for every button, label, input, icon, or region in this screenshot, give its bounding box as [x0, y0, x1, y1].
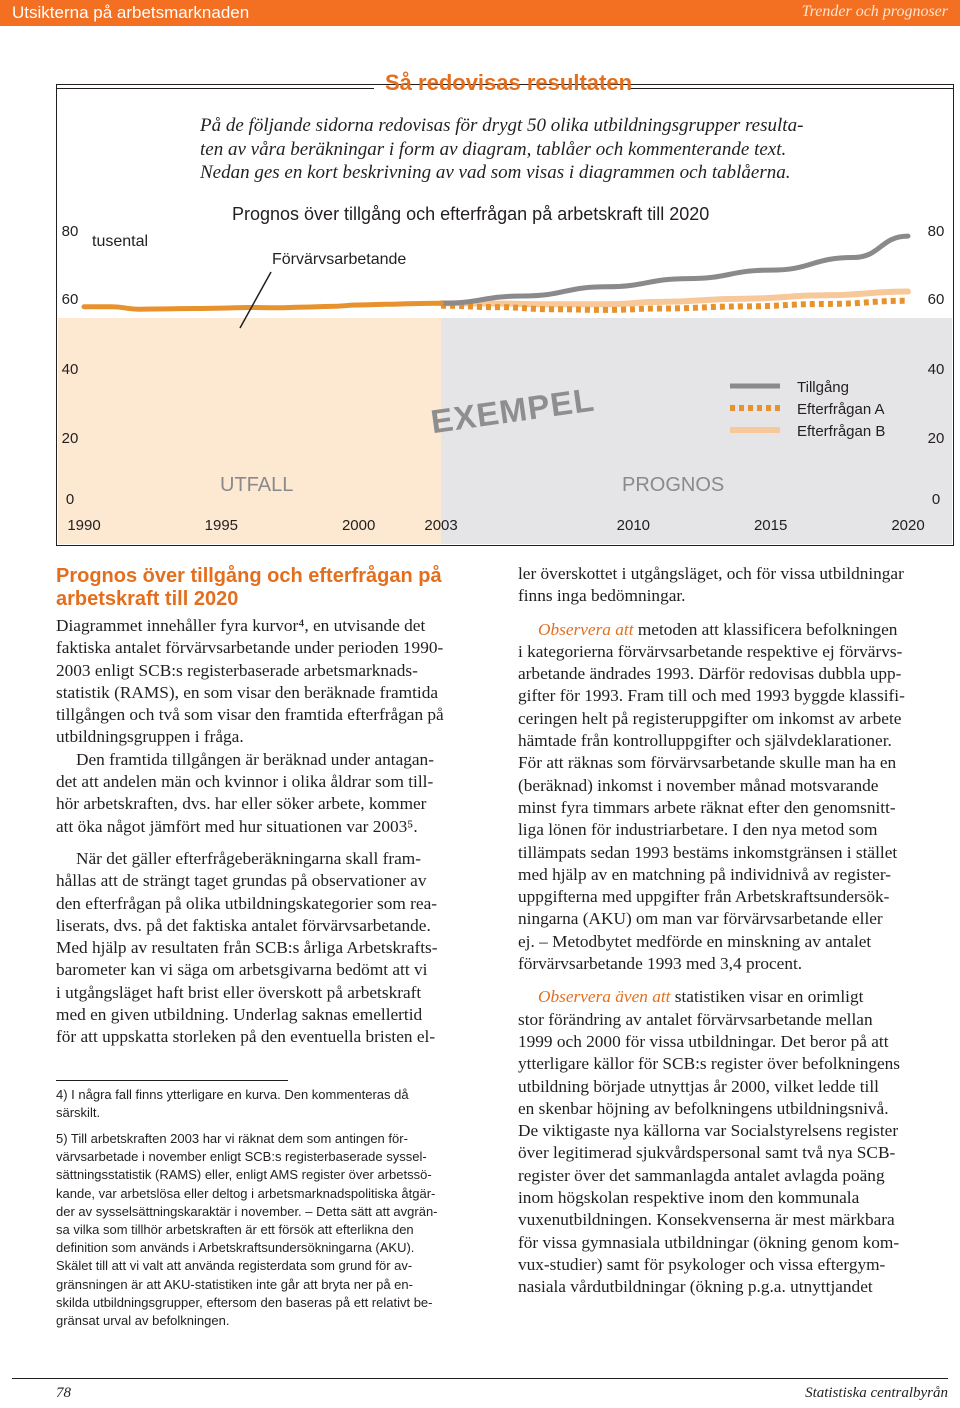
footnote-line: sättningsstatistik (RAMS) eller, enligt AMS register över arbetssö-: [56, 1167, 432, 1183]
section-title: Så redovisas resultaten: [385, 70, 633, 95]
right-column: [518, 563, 954, 1299]
text-line: ler överskottet i utgångsläget, och för vissa utbildningar: [518, 564, 904, 583]
footnote-line: 4) I några fall finns ytterligare en kurva. Den kommenteras då: [56, 1087, 409, 1102]
legend-label: Tillgång: [797, 379, 849, 396]
text-line: Observera även att statistiken visar en orimligt: [538, 987, 864, 1007]
text-line: hör arbetskraften, dvs. har eller söker arbete, kommer: [56, 794, 427, 814]
text-line: i utgångsläget haft brist eller överskott på arbetskraft: [56, 982, 422, 1002]
footnote-line: skilda utbildningsgrupper, eftersom den baseras på ett relativt be-: [56, 1294, 433, 1310]
text-line: 1999 och 2000 för vissa utbildningar. Det beror på att: [518, 1031, 889, 1051]
text-line: stor förändring av antalet förvärvsarbetande mellan: [518, 1009, 873, 1029]
text-line: hållas att de strängt taget grundas på observationer av: [56, 871, 427, 891]
page-number: 78: [56, 1385, 71, 1401]
y-axis-unit: tusental: [92, 233, 149, 250]
intro-line: På de följande sidorna redovisas för drygt 50 olika utbildningsgrupper resulta-: [200, 115, 804, 136]
text-line: för vissa gymnasiala utbildningar (ökning genom kom-: [518, 1232, 900, 1252]
text-line: Den framtida tillgången är beräknad under antagan-: [76, 749, 434, 769]
emphasis-lead: Observera att: [538, 619, 634, 639]
text-line: Diagrammet innehåller fyra kurvor⁴, en utvisande det: [56, 616, 426, 635]
region-label-utfall: UTFALL: [220, 474, 294, 496]
left-heading-line: Prognos över tillgång och efterfrågan på: [56, 565, 442, 587]
text-line: utbildning började utnyttjas år 2000, vilket ledde till: [518, 1076, 879, 1096]
text-line: liserats, dvs. på det faktiska antalet förvärvsarbetande.: [56, 915, 431, 935]
y-tick-label-left: 60: [61, 291, 79, 308]
footnote-line: värvsarbetade i november enligt SCB:s registerbaserade syssel-: [56, 1149, 427, 1165]
paragraph: [518, 986, 954, 1298]
region-label-prognos: PROGNOS: [622, 474, 725, 496]
text-line: över legitimerad sjukvårdspersonal samt två nya SCB-: [518, 1143, 896, 1163]
text-line: tillgången och två som visar den framtida efterfrågan på: [56, 705, 444, 725]
footnote-line: kande, var arbetslösa eller deltog i arbetsmarknadspolitiska åtgär-: [56, 1185, 436, 1201]
publisher: Statistiska centralbyrån: [805, 1385, 948, 1401]
x-tick-label: 2020: [891, 517, 925, 534]
x-tick-label: 2003: [424, 517, 458, 534]
utfall-region: [58, 318, 441, 544]
text-line: (beräknad) inkomst i november månad motsvarande: [518, 775, 879, 795]
text-line: 2003 enligt SCB:s registerbaserade arbetsmarknads-: [56, 660, 418, 680]
text-line: tillämpats sedan 1993 bestäms inkomstgränsen i stället: [518, 842, 898, 862]
y-tick-label-left: 20: [61, 430, 79, 447]
footnote-5: [56, 1130, 496, 1330]
annotation-label: Förvärvsarbetande: [272, 251, 407, 268]
legend-label: Efterfrågan B: [797, 423, 886, 440]
running-head-left: Utsikterna på arbetsmarknaden: [12, 3, 250, 22]
text-line: för att uppskatta storleken på den eventuella bristen el-: [56, 1027, 436, 1047]
intro-line: ten av våra beräkningar i form av diagram, tablåer och kommenterande text.: [200, 138, 787, 160]
footnote-line: gränsningen är att AKU-statistiken inte går att bryta ner på en-: [56, 1276, 413, 1292]
text-line: När det gäller efterfrågeberäkningarna skall fram-: [76, 848, 421, 868]
y-tick-label-left: 80: [61, 223, 79, 240]
text-line: Observera att metoden att klassificera befolkningen: [538, 619, 898, 639]
example-chart: [0, 0, 960, 560]
footnote-line: definition som används i Arbetskraftsundersökningarna (AKU).: [56, 1240, 415, 1256]
y-tick-label-left: 0: [65, 491, 75, 508]
chart-title: Prognos över tillgång och efterfrågan på arbetskraft till 2020: [232, 204, 710, 224]
footnote-line: sa vilka som tillhör arbetskraften är ett försök att efterlikna den: [56, 1222, 414, 1238]
x-tick-label: 1990: [67, 517, 101, 534]
text-line: en skenbar höjning av befolkningens utbildningsnivå.: [518, 1098, 889, 1118]
footer-rule: [12, 1378, 948, 1379]
text-line: statistik (RAMS), en som visar den beräknade framtida: [56, 682, 439, 702]
text-line: vux-studier) samt för psykologer och vissa eftergym-: [518, 1254, 886, 1274]
paragraph: [518, 563, 954, 608]
text-line: ytterligare källor för SCB:s register över befolkningens: [518, 1054, 901, 1074]
footnote-4: [56, 1086, 496, 1122]
text-line: ej. – Metodbytet medförde en minskning av antalet: [518, 931, 872, 951]
left-column: [56, 565, 496, 1049]
text-line: hämtade från kontrolluppgifter och självdeklarationer.: [518, 731, 892, 751]
text-line: uppgifterna med uppgifter från Arbetskraftsundersök-: [518, 887, 890, 907]
x-tick-label: 2010: [616, 517, 651, 534]
paragraph: [56, 615, 496, 749]
running-head-right: Trender och prognoser: [801, 3, 948, 20]
x-tick-label: 2000: [341, 517, 376, 534]
left-heading-line: arbetskraft till 2020: [56, 588, 239, 610]
text-line: minst fyra timmars arbete räknat efter den genomsnitt-: [518, 797, 896, 817]
watermark: EXEMPEL: [428, 380, 597, 441]
text-line: utbildningsgruppen i fråga.: [56, 727, 244, 747]
x-tick-label: 1995: [204, 517, 239, 534]
text-line: ningarna (AKU) om man var förvärvsarbetande eller: [518, 909, 883, 929]
text-line: med en given utbildning. Underlag saknas emellertid: [56, 1005, 423, 1025]
text-line: liga lönen för industriarbetare. I den nya metod som: [518, 820, 878, 840]
text-line: förvärvsarbetande 1993 med 3,4 procent.: [518, 954, 803, 974]
intro-line: Nedan ges en kort beskrivning av vad som visas i diagrammen och tablåerna.: [200, 162, 791, 183]
text-line: För att räknas som förvärvsarbetande skulle man ha en: [518, 753, 897, 773]
y-tick-label-right: 20: [927, 430, 945, 447]
footnote-line: särskilt.: [56, 1105, 101, 1121]
text-line: i kategorierna förvärvsarbetande respektive ej förvärvs-: [518, 641, 903, 661]
text-line: register över det sammanlagda antalet avlagda poäng: [518, 1165, 885, 1185]
y-tick-label-right: 40: [927, 361, 945, 378]
text-line: nasiala vårdutbildningar (ökning p.g.a. utnyttjandet: [518, 1277, 873, 1297]
footnote-line: gränsat urval av befolkningen.: [56, 1313, 230, 1329]
text-line: barometer kan vi säga om arbetsgivarna bedömt att vi: [56, 960, 428, 980]
text-line: med hjälp av en matchning på individnivå av register-: [518, 864, 892, 884]
text-line: arbetande ändrades 1993. Därför redovisas dubbla upp-: [518, 664, 902, 684]
paragraph: [518, 619, 954, 976]
text-line: gifter för 1993. Fram till och med 1993 byggde klassifi-: [518, 686, 905, 706]
series-line-förvärvsarbetande: [84, 303, 441, 309]
emphasis-lead: Observera även att: [538, 987, 671, 1007]
y-tick-label-right: 60: [927, 291, 945, 308]
paragraph: [56, 848, 496, 1049]
text-line: den efterfrågan på olika utbildningskategorier som rea-: [56, 893, 437, 913]
text-line: finns inga bedömningar.: [518, 586, 686, 606]
footnote-line: Skälet till att vi valt att använda registerdata som grund för av-: [56, 1258, 413, 1274]
legend-label: Efterfrågan A: [797, 401, 885, 418]
footnote-line: 5) Till arbetskraften 2003 har vi räknat dem som antingen för-: [56, 1131, 408, 1146]
text-line: vuxenutbildningen. Konsekvenserna är mest märkbara: [518, 1210, 895, 1230]
paragraph: [56, 749, 496, 838]
y-tick-label-left: 40: [61, 361, 79, 378]
footnote-line: der av sysselsättningskaraktär i november. – Detta sätt att avgrän-: [56, 1203, 438, 1219]
text-line: De viktigaste nya källorna var Socialstyrelsens register: [518, 1121, 899, 1141]
text-line: inom högskolan respektive inom den kommunala: [518, 1188, 860, 1208]
y-tick-label-right: 0: [931, 491, 941, 508]
text-line: ceringen helt på registeruppgifter om inkomst av arbete: [518, 708, 902, 728]
text-line: att öka något jämfört med hur situationen var 2003⁵.: [56, 816, 418, 836]
text-line: faktiska antalet förvärvsarbetande under perioden 1990-: [56, 638, 444, 658]
footnote-rule: [56, 1080, 288, 1081]
text-line: Med hjälp av resultaten från SCB:s årliga Arbetskrafts-: [56, 938, 438, 958]
text-line: det att andelen män och kvinnor i olika åldrar som till-: [56, 772, 434, 792]
y-tick-label-right: 80: [927, 223, 945, 240]
x-tick-label: 2015: [753, 517, 788, 534]
